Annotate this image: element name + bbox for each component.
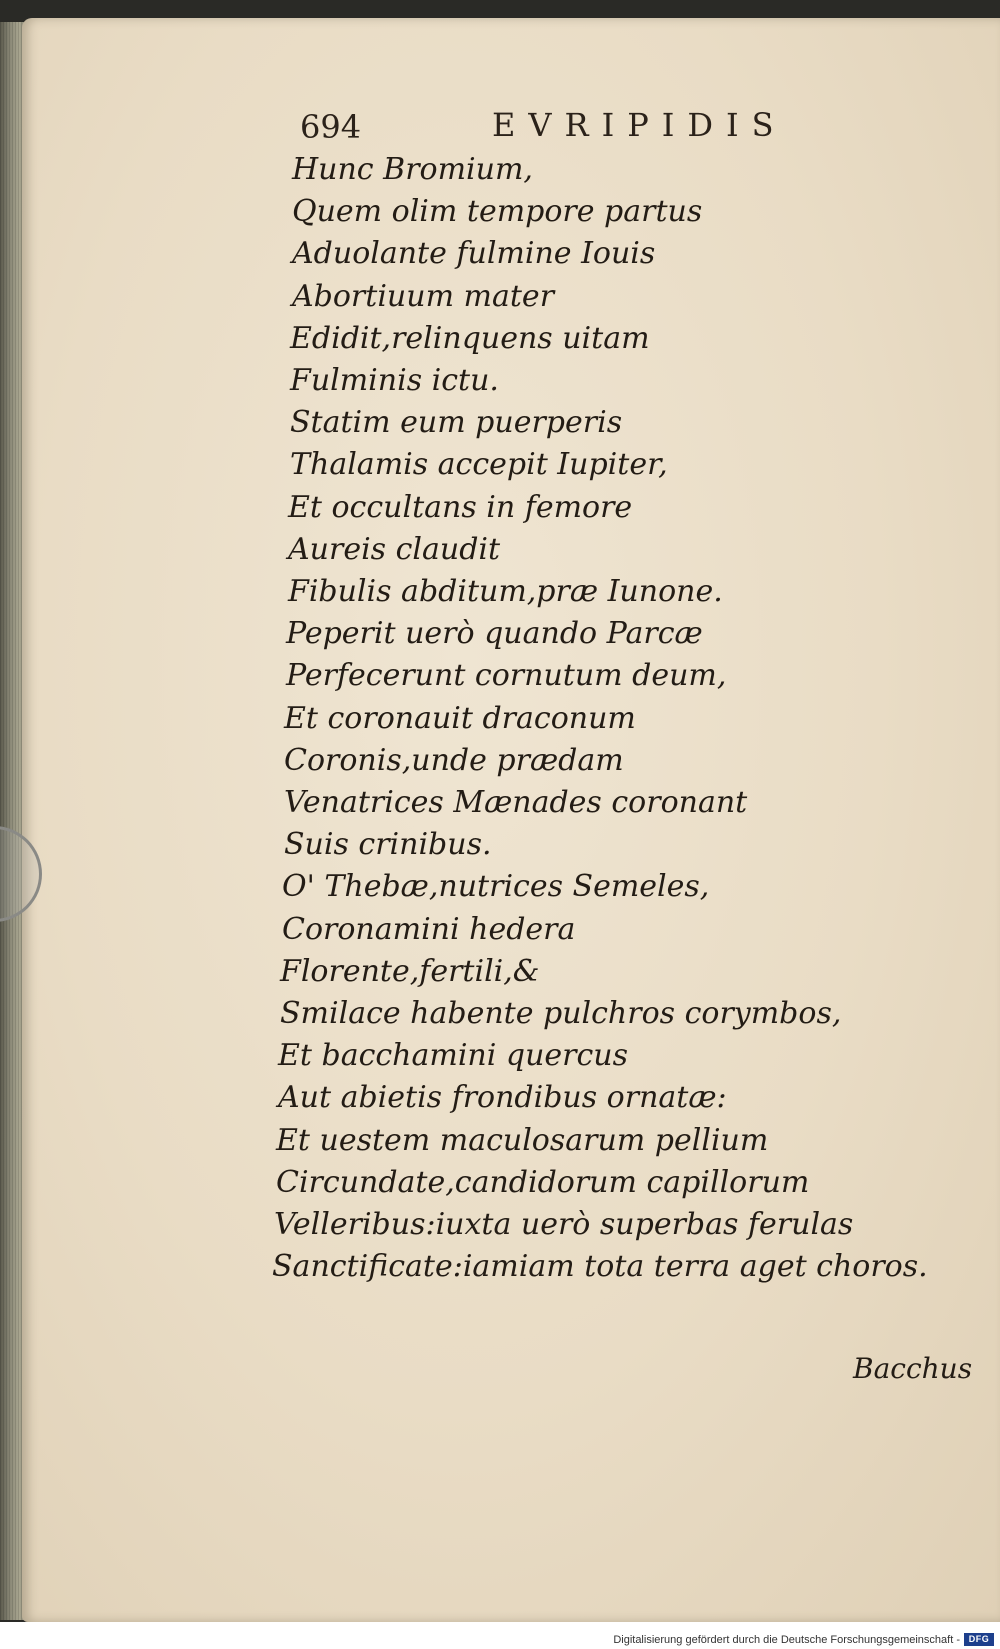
digitization-credit: Digitalisierung gefördert durch die Deutsche Forschungsgemeinschaft - (613, 1634, 960, 1646)
verse-line: Fulminis ictu. (290, 363, 499, 398)
verse-line: Velleribus:iuxta uerò superbas ferulas (274, 1207, 854, 1242)
verse-line: Et uestem maculosarum pellium (276, 1123, 769, 1158)
verse-line: Hunc Bromium, (292, 152, 533, 187)
verse-line: Aureis claudit (288, 532, 501, 567)
verse-line: O' Thebæ,nutrices Semeles, (282, 869, 710, 904)
catchword: Bacchus (853, 1352, 973, 1385)
verse-line: Coronis,unde prædam (284, 743, 624, 778)
verse-line: Fibulis abditum,præ Iunone. (288, 574, 723, 609)
verse-line: Perfecerunt cornutum deum, (286, 658, 727, 693)
verse-line: Edidit,relinquens uitam (290, 321, 650, 356)
dfg-logo: DFG (964, 1633, 994, 1646)
verse-line: Aut abietis frondibus ornatæ: (278, 1080, 727, 1115)
verse-line: Et coronauit draconum (284, 701, 636, 736)
verse-line: Aduolante fulmine Iouis (292, 236, 656, 271)
verse-line: Smilace habente pulchros corymbos, (280, 996, 842, 1031)
verse-line: Venatrices Mænades coronant (284, 785, 748, 820)
verse-line: Quem olim tempore partus (292, 194, 703, 229)
running-head: EVRIPIDIS (492, 106, 787, 144)
verse-line: Sanctificate:iamiam tota terra aget choros. (272, 1249, 928, 1284)
verse-line: Statim eum puerperis (290, 405, 623, 440)
verse-line: Suis crinibus. (284, 827, 492, 862)
verse-line: Et bacchamini quercus (278, 1038, 629, 1073)
verse-line: Florente,fertili,& (280, 954, 540, 989)
page-number: 694 (300, 108, 362, 146)
verse-line: Thalamis accepit Iupiter, (290, 447, 668, 482)
verse-line: Circundate,candidorum capillorum (276, 1165, 810, 1200)
verse-line: Et occultans in femore (288, 490, 633, 525)
verse-line: Coronamini hedera (282, 912, 576, 947)
verse-line: Abortiuum mater (292, 279, 555, 314)
verse-line: Peperit uerò quando Parcæ (286, 616, 703, 651)
